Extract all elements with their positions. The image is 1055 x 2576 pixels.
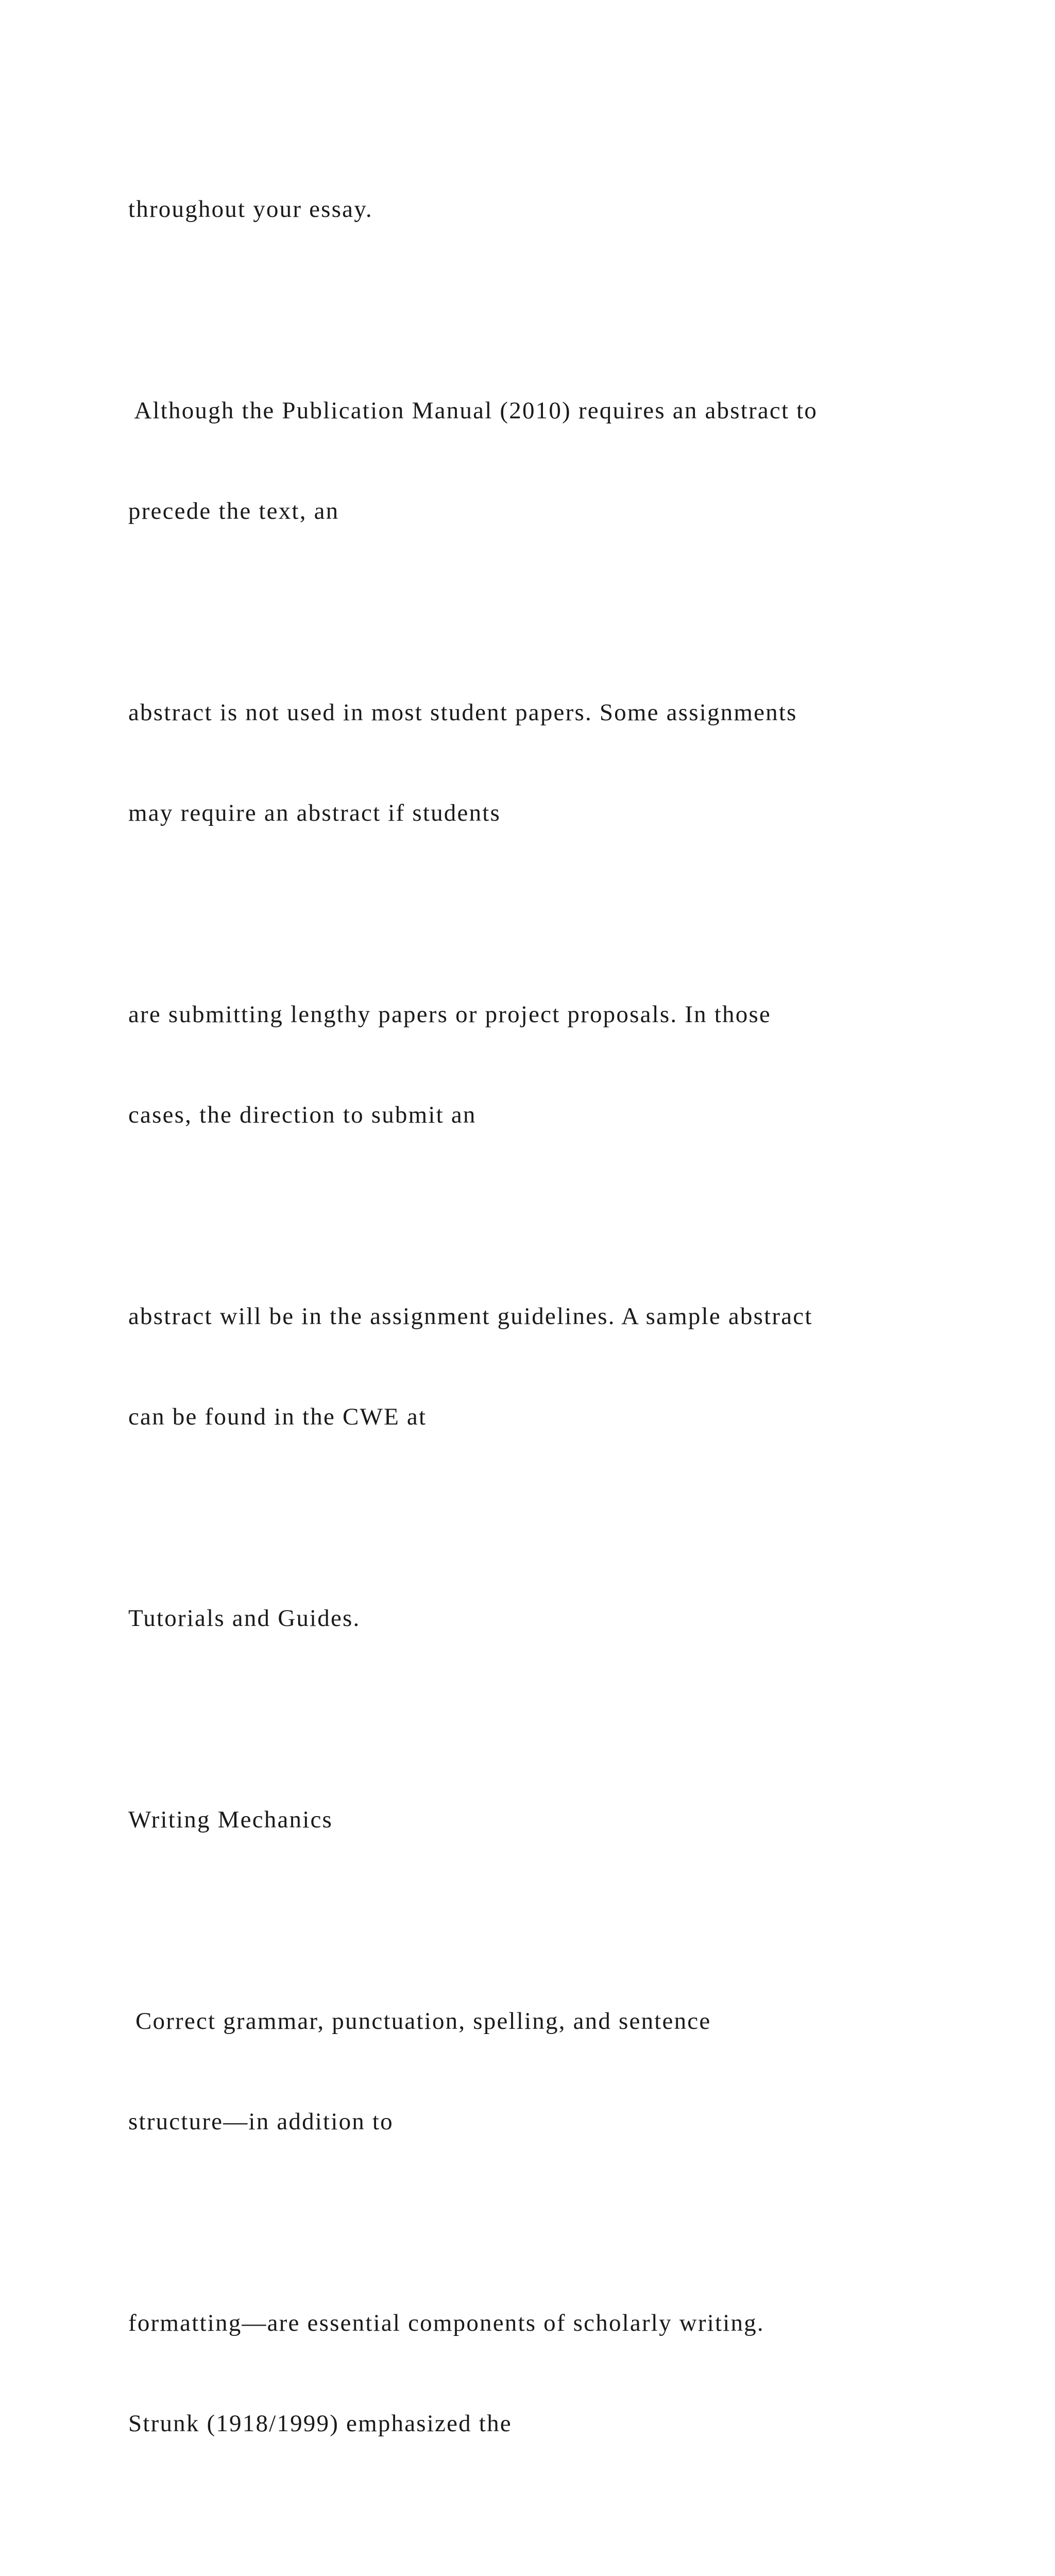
text-line: throughout your essay. (128, 196, 373, 223)
text-line: structure—in addition to (128, 2108, 394, 2135)
paragraph (128, 1535, 983, 1702)
text-line: Although the Publication Manual (2010) requires an abstract to (128, 397, 818, 424)
text-line: abstract is not used in most student papers. Some assignments (128, 699, 797, 726)
text-line: precede the text, an (128, 498, 339, 524)
paragraph (128, 1938, 983, 2206)
text-line: Writing Mechanics (128, 1806, 333, 1833)
text-line: abstract will be in the assignment guidelines. A sample abstract (128, 1303, 813, 1330)
section-heading (128, 1736, 983, 1904)
paragraph (128, 2541, 983, 2576)
text-line: formatting—are essential components of scholarly writing. (128, 2310, 764, 2336)
text-line: cases, the direction to submit an (128, 1101, 477, 1128)
text-line: Strunk (1918/1999) emphasized the (128, 2410, 512, 2437)
text-line: are submitting lengthy papers or project proposals. In those (128, 1001, 771, 1028)
text-line: can be found in the CWE at (128, 1403, 427, 1430)
text-line: may require an abstract if students (128, 800, 501, 826)
paragraph (128, 931, 983, 1199)
paragraph (128, 126, 983, 293)
paragraph (128, 327, 983, 595)
paragraph (128, 1233, 983, 1501)
paragraph (128, 629, 983, 897)
text-line: Tutorials and Guides. (128, 1605, 361, 1632)
paragraph (128, 2240, 983, 2507)
body-text (128, 126, 983, 2576)
text-line: Correct grammar, punctuation, spelling, and sentence (128, 2008, 711, 2035)
